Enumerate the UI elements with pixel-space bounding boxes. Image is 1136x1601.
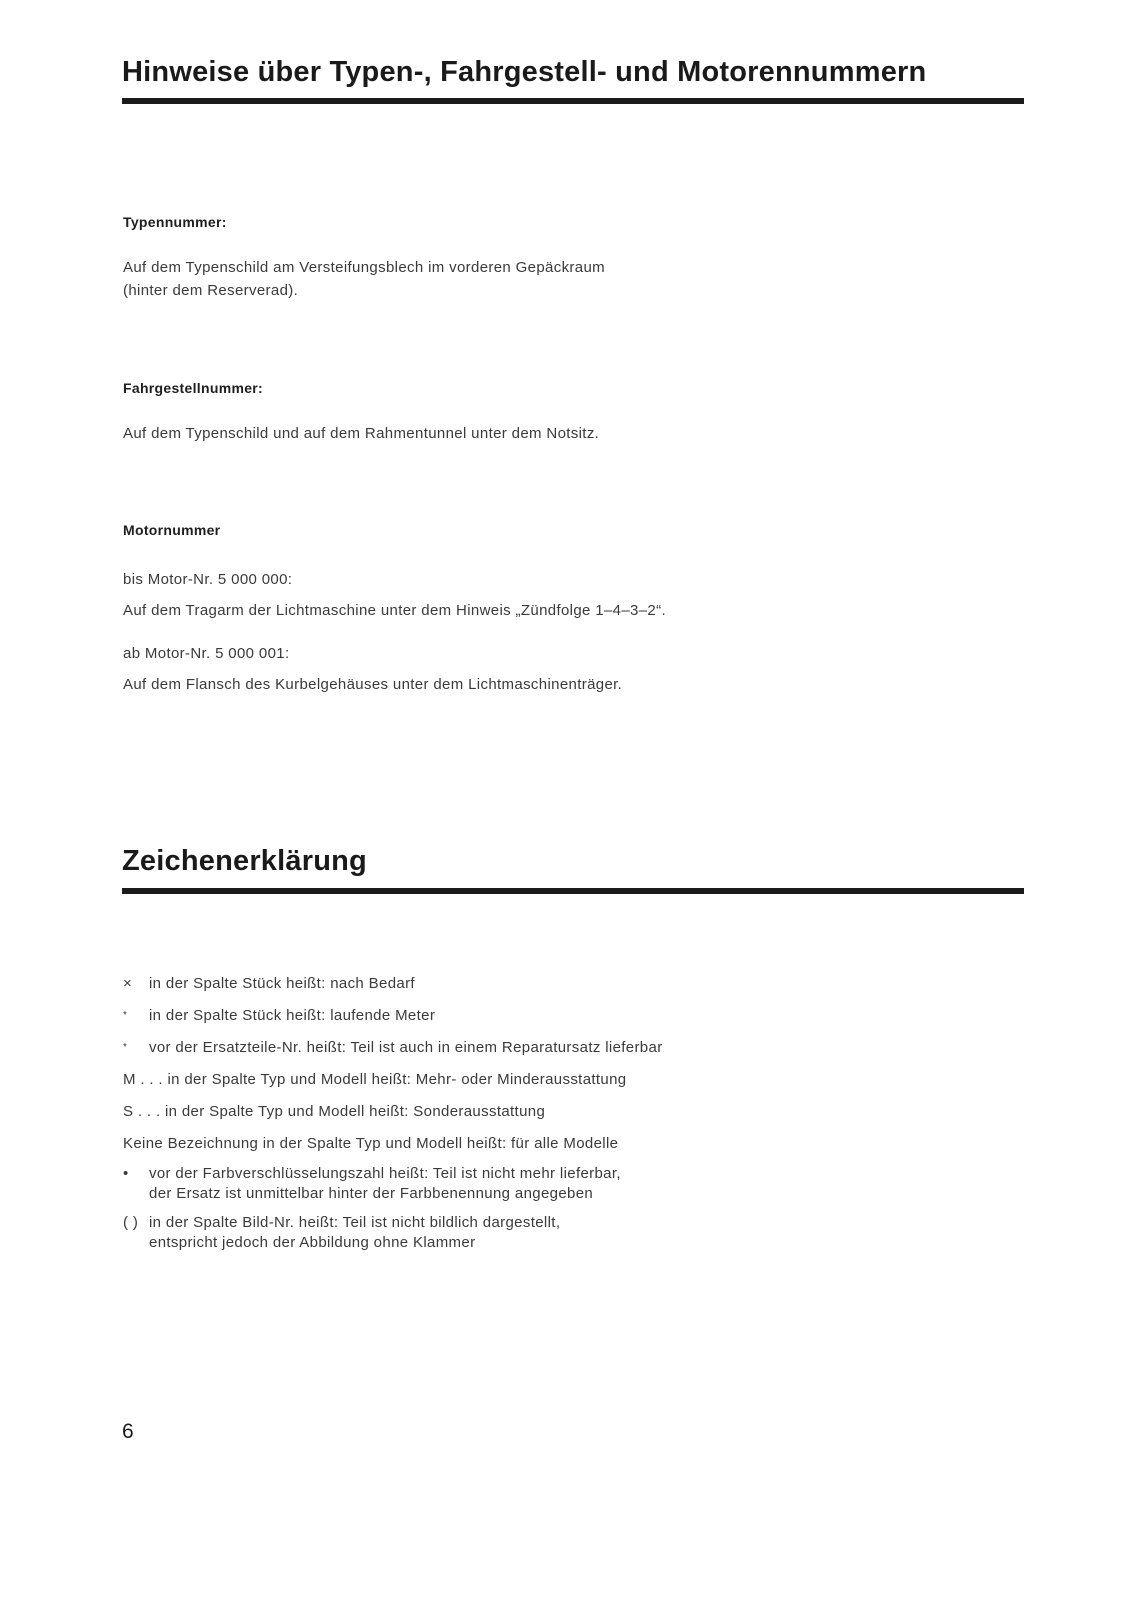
motornummer-block-2 xyxy=(123,638,622,700)
legend-item-continuation: der Ersatz ist unmittelbar hinter der Farbbenennung angegeben xyxy=(149,1185,594,1202)
fahrgestellnummer-label: Fahrgestellnummer: xyxy=(123,380,263,396)
text-line: bis Motor-Nr. 5 000 000: xyxy=(123,571,293,588)
motornummer-label: Motornummer xyxy=(123,522,221,538)
section-title-numbers: Hinweise über Typen-, Fahrgestell- und Motorennummern xyxy=(122,56,927,88)
section-title-rule xyxy=(122,98,1024,104)
legend-item: ( ) in der Spalte Bild-Nr. heißt: Teil ist nicht bildlich dargestellt, entspricht jedoch der Abbildung ohne Klammer xyxy=(123,1213,663,1253)
text-line: (hinter dem Reserverad). xyxy=(123,282,299,299)
text-line: Auf dem Flansch des Kurbelgehäuses unter dem Lichtmaschinenträger. xyxy=(123,676,623,693)
bullet-symbol: • xyxy=(123,1165,129,1182)
typennummer-label: Typennummer: xyxy=(123,214,227,230)
legend-item-continuation: entspricht jedoch der Abbildung ohne Klammer xyxy=(149,1234,476,1251)
text-line: Auf dem Typenschild am Versteifungsblech im vorderen Gepäckraum xyxy=(123,259,606,276)
section-title-rule xyxy=(122,888,1024,894)
legend-item: M . . . in der Spalte Typ und Modell heißt: Mehr- oder Minderausstattung xyxy=(123,1071,627,1088)
asterisk-symbol: * xyxy=(123,1010,128,1021)
legend-item: * vor der Ersatzteile-Nr. heißt: Teil ist auch in einem Reparatursatz lieferbar xyxy=(123,1036,663,1059)
motornummer-block-1 xyxy=(123,564,666,626)
legend-item: S . . . in der Spalte Typ und Modell heißt: Sonderausstattung xyxy=(123,1103,546,1120)
legend-list xyxy=(123,972,663,1253)
asterisk-symbol: * xyxy=(123,1042,128,1053)
typennummer-text xyxy=(123,256,605,302)
legend-item: * in der Spalte Stück heißt: laufende Meter xyxy=(123,1004,663,1027)
legend-item: × in der Spalte Stück heißt: nach Bedarf xyxy=(123,972,663,995)
legend-item: Keine Bezeichnung in der Spalte Typ und Modell heißt: für alle Modelle xyxy=(123,1135,619,1152)
legend-item: • vor der Farbverschlüsselungszahl heißt: Teil ist nicht mehr lieferbar, der Ersatz ist unmittelbar hinter der Farbbenennung angegeben xyxy=(123,1164,663,1204)
parentheses-symbol: ( ) xyxy=(123,1214,139,1231)
cross-symbol: × xyxy=(123,975,133,992)
text-line: Auf dem Tragarm der Lichtmaschine unter dem Hinweis „Zündfolge 1–4–3–2“. xyxy=(123,602,666,619)
text-line: ab Motor-Nr. 5 000 001: xyxy=(123,645,290,662)
fahrgestellnummer-text xyxy=(123,422,599,445)
text-line: Auf dem Typenschild und auf dem Rahmentunnel unter dem Notsitz. xyxy=(123,425,600,442)
section-title-legend: Zeichenerklärung xyxy=(122,845,367,877)
page-number: 6 xyxy=(122,1420,134,1443)
